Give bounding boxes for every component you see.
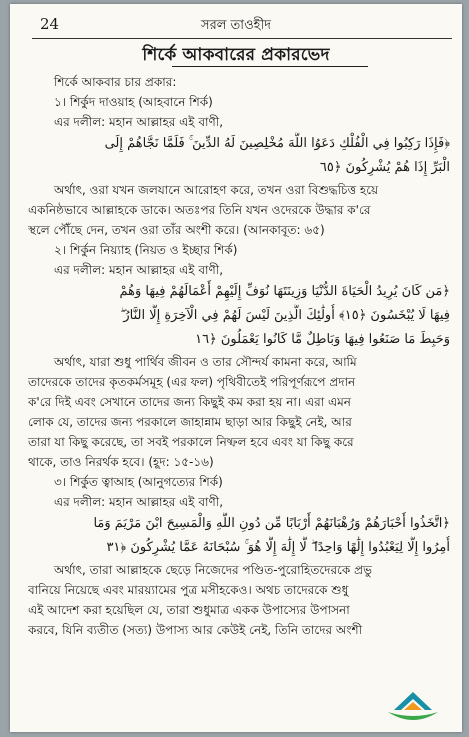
running-title: সরল তাওহীদ (200, 18, 272, 33)
section-1-translation-line: স্থলে পৌঁছে দেন, তখন ওরা তাঁর অংশী করে। (আনকাবূত: ৬৫) (28, 223, 325, 237)
chapter-title-underline (172, 66, 368, 67)
section-2-translation-line: অর্থাৎ, যারা শুধু পার্থিব জীবন ও তার সৌন্দর্য কামনা করে, আমি (54, 355, 357, 369)
section-3-arabic-verse-line: أُمِرُوا إِلَّا لِيَعْبُدُوا إِلَٰهًا وَاحِدًا ۖ لَّا إِلَٰهَ إِلَّا هُوَ ۚ سُبْحَانَهُ عَمَّا يُشْرِكُونَ ﴿٣١ (106, 540, 450, 555)
section-3-arabic-verse-line: ﴿اتَّخَذُوا أَحْبَارَهُمْ وَرُهْبَانَهُمْ أَرْبَابًا مِّن دُونِ اللَّهِ وَالْمَسِيحَ ابْنَ مَرْيَمَ وَمَا (93, 516, 450, 531)
section-3-translation-line: করবে, যিনি ব্যতীত (সত্য) উপাস্য আর কেউই নেই, তিনি তাদের অংশী (28, 623, 363, 637)
section-2-arabic-verse-line: فِيهَا لَا يُبْخَسُونَ ﴿١٥﴾ أُولَٰئِكَ الَّذِينَ لَيْسَ لَهُمْ فِي الْآخِرَةِ إِلَّا النَّارُ ۖ (120, 308, 450, 323)
section-2-arabic-verse-line: وَحَبِطَ مَا صَنَعُوا فِيهَا وَبَاطِلٌ مَّا كَانُوا يَعْمَلُونَ ﴿١٦ (195, 332, 450, 347)
section-2-arabic-verse-line: ﴿مَن كَانَ يُرِيدُ الْحَيَاةَ الدُّنْيَا وَزِينَتَهَا نُوَفِّ إِلَيْهِمْ أَعْمَالَهُمْ فِيهَا وَهُمْ (119, 284, 450, 299)
section-3-translation-line: এই আদেশ করা হয়েছিল যে, তারা শুধুমাত্র একক উপাস্যের উপাসনা (28, 603, 350, 617)
section-1-arabic-verse-line: ﴿فَإِذَا رَكِبُوا فِي الْفُلْكِ دَعَوُا اللَّهَ مُخْلِصِينَ لَهُ الدِّينَ ۚ فَلَمَّا نَجَّاهُمْ إِلَى (104, 136, 450, 151)
section-3-heading: ৩। শির্কুত ত্বাআহ (আনুগত্যের শির্ক) (54, 475, 223, 489)
section-2-translation-line: থাকে, তাও নিরর্থক হবে। (হূদ: ১৫-১৬) (28, 455, 214, 469)
publisher-logo-icon (384, 690, 442, 724)
page-header (10, 4, 462, 36)
section-1-arabic-verse-line: الْبَرِّ إِذَا هُمْ يُشْرِكُونَ ﴿٦٥ (319, 160, 450, 175)
section-2-heading: ২। শির্কুন নিয়্যাহ (নিয়ত ও ইচ্ছার শির্ক) (54, 243, 238, 257)
section-1-heading: ১। শির্কুদ দাওয়াহ (আহবানে শির্ক) (54, 95, 213, 109)
section-2-translation-line: ক'রে দিই এবং সেখানে তাদের জন্য কিছুই কম করা হয় না। এরা এমন (28, 395, 351, 409)
chapter-title: শির্কে আকবারের প্রকারভেদ (142, 45, 330, 65)
section-2-translation-line: তাদেরকে তাদের কৃতকর্মসমূহ (এর ফল) পৃথিবীতেই পরিপূর্ণরূপে প্রদান (28, 375, 356, 389)
page-number: 24 (40, 15, 60, 33)
header-divider (32, 38, 452, 39)
section-1-proof-label: এর দলীল: মহান আল্লাহর এই বাণী, (54, 115, 224, 129)
intro-line: শির্কে আকবার চার প্রকার: (54, 75, 177, 89)
section-3-proof-label: এর দলীল: মহান আল্লাহর এই বাণী, (54, 495, 224, 509)
book-page (10, 4, 462, 732)
section-1-translation-line: একনিষ্ঠভাবে আল্লাহকে ডাকে। অতঃপর তিনি যখন ওদেরকে উদ্ধার ক'রে (28, 203, 371, 217)
logo-wave-mark (388, 712, 438, 720)
section-1-translation-line: অর্থাৎ, ওরা যখন জলযানে আরোহণ করে, তখন ওরা বিশুদ্ধচিত্ত হয়ে (54, 183, 379, 197)
page-body (28, 72, 450, 640)
section-3-translation-line: অর্থাৎ, তারা আল্লাহকে ছেড়ে নিজেদের পণ্ডিত-পুরোহিতদেরকে প্রভু (54, 563, 372, 577)
section-2-translation-line: তারা যা কিছু করেছে, তা সবই পরকালে নিষ্ফল হবে এবং যা কিছু করে (28, 435, 354, 449)
section-3-translation-line: বানিয়ে নিয়েছে এবং মারয়্যামের পুত্র মসীহকেও। অথচ তাদেরকে শুধু (28, 583, 349, 597)
section-2-proof-label: এর দলীল: মহান আল্লাহর এই বাণী, (54, 263, 224, 277)
section-2-translation-line: লোক যে, তাদের জন্য পরকালে জাহান্নাম ছাড়া আর কিছুই নেই, আর (28, 415, 352, 429)
